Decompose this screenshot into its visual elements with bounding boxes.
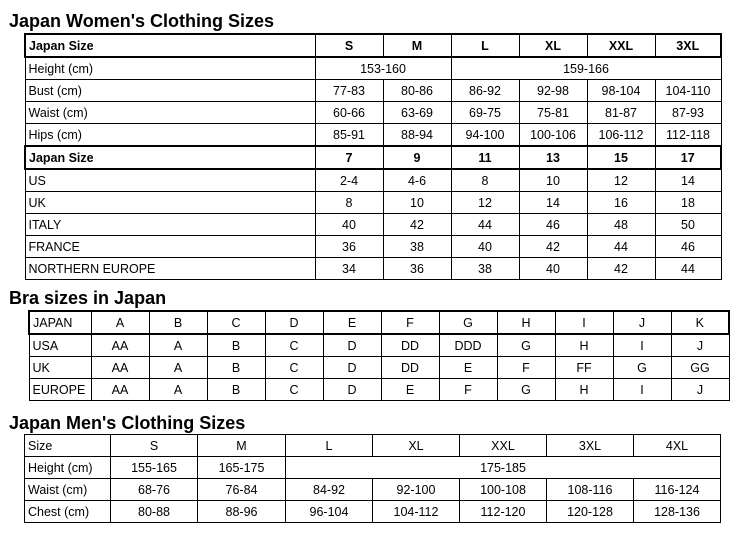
table-cell: 12 <box>451 192 519 214</box>
table-cell: 69-75 <box>451 102 519 124</box>
row-label: UK <box>29 357 91 379</box>
cup-header: G <box>439 311 497 334</box>
table-cell: 108-116 <box>547 479 634 501</box>
size-header: S <box>315 34 383 57</box>
table-row <box>25 80 721 102</box>
table-cell: 44 <box>655 258 721 280</box>
table-cell: 80-86 <box>383 80 451 102</box>
size-header: XXL <box>460 435 547 457</box>
table-cell: B <box>207 379 265 401</box>
table-cell: C <box>265 379 323 401</box>
size-header: 11 <box>451 146 519 169</box>
table-cell: F <box>497 357 555 379</box>
table-row <box>25 501 721 523</box>
table-row <box>25 457 721 479</box>
table-cell: 48 <box>587 214 655 236</box>
table-row <box>25 146 721 169</box>
table-row <box>25 479 721 501</box>
table-cell: E <box>439 357 497 379</box>
row-label: Height (cm) <box>25 457 111 479</box>
row-label: Size <box>25 435 111 457</box>
table-cell: 42 <box>587 258 655 280</box>
men-sizes-table <box>24 434 721 523</box>
table-cell: 42 <box>519 236 587 258</box>
cup-header: C <box>207 311 265 334</box>
table-cell: I <box>613 379 671 401</box>
table-cell: 34 <box>315 258 383 280</box>
table-cell: 112-118 <box>655 124 721 147</box>
table-cell: J <box>671 379 729 401</box>
size-header: 4XL <box>634 435 721 457</box>
table-cell: 96-104 <box>286 501 373 523</box>
table-cell: 68-76 <box>111 479 198 501</box>
table-row <box>29 334 729 357</box>
table-cell: DD <box>381 334 439 357</box>
table-cell: 76-84 <box>198 479 286 501</box>
table-cell: 94-100 <box>451 124 519 147</box>
size-header: S <box>111 435 198 457</box>
table-cell: 8 <box>451 169 519 192</box>
size-header: 3XL <box>547 435 634 457</box>
table-cell: 63-69 <box>383 102 451 124</box>
cup-header: J <box>613 311 671 334</box>
table-cell: 38 <box>451 258 519 280</box>
table-cell: 104-112 <box>373 501 460 523</box>
row-label: Chest (cm) <box>25 501 111 523</box>
table-cell: 175-185 <box>286 457 721 479</box>
table-cell: 100-108 <box>460 479 547 501</box>
size-header: XXL <box>587 34 655 57</box>
table-cell: F <box>439 379 497 401</box>
table-cell: DD <box>381 357 439 379</box>
table-cell: 106-112 <box>587 124 655 147</box>
table-cell: 84-92 <box>286 479 373 501</box>
table-cell: D <box>323 334 381 357</box>
table-cell: FF <box>555 357 613 379</box>
table-cell: DDD <box>439 334 497 357</box>
table-cell: 81-87 <box>587 102 655 124</box>
women-sizes-title: Japan Women's Clothing Sizes <box>9 11 274 31</box>
table-row <box>29 379 729 401</box>
table-row <box>25 258 721 280</box>
table-cell: A <box>149 334 207 357</box>
table-cell: B <box>207 334 265 357</box>
table-cell: 159-166 <box>451 57 721 80</box>
row-label: NORTHERN EUROPE <box>25 258 315 280</box>
row-label: USA <box>29 334 91 357</box>
table-cell: 120-128 <box>547 501 634 523</box>
table-cell: 10 <box>383 192 451 214</box>
table-cell: 155-165 <box>111 457 198 479</box>
men-sizes-title: Japan Men's Clothing Sizes <box>9 413 246 433</box>
table-row <box>25 435 721 457</box>
row-label: Waist (cm) <box>25 479 111 501</box>
table-cell: 36 <box>383 258 451 280</box>
table-cell: A <box>149 357 207 379</box>
table-row <box>29 357 729 379</box>
row-label: EUROPE <box>29 379 91 401</box>
table-cell: 4-6 <box>383 169 451 192</box>
table-cell: 2-4 <box>315 169 383 192</box>
table-cell: AA <box>91 379 149 401</box>
table-cell: B <box>207 357 265 379</box>
table-cell: 46 <box>655 236 721 258</box>
table-cell: 42 <box>383 214 451 236</box>
table-cell: 116-124 <box>634 479 721 501</box>
table-cell: 40 <box>315 214 383 236</box>
table-cell: 46 <box>519 214 587 236</box>
table-cell: 14 <box>655 169 721 192</box>
table-cell: 100-106 <box>519 124 587 147</box>
row-label: Bust (cm) <box>25 80 315 102</box>
size-header: 7 <box>315 146 383 169</box>
cup-header: A <box>91 311 149 334</box>
cup-header: E <box>323 311 381 334</box>
table-cell: 112-120 <box>460 501 547 523</box>
table-cell: 92-98 <box>519 80 587 102</box>
table-row <box>25 214 721 236</box>
table-cell: 98-104 <box>587 80 655 102</box>
table-cell: 10 <box>519 169 587 192</box>
table-cell: 128-136 <box>634 501 721 523</box>
cup-header: H <box>497 311 555 334</box>
table-cell: 80-88 <box>111 501 198 523</box>
table-cell: J <box>671 334 729 357</box>
table-row <box>25 236 721 258</box>
table-row <box>29 311 729 334</box>
size-header: 13 <box>519 146 587 169</box>
row-label: Height (cm) <box>25 57 315 80</box>
table-row <box>25 57 721 80</box>
row-label: FRANCE <box>25 236 315 258</box>
table-cell: 86-92 <box>451 80 519 102</box>
table-row <box>25 34 721 57</box>
table-row <box>25 169 721 192</box>
size-header: XL <box>519 34 587 57</box>
cup-header: K <box>671 311 729 334</box>
cup-header: B <box>149 311 207 334</box>
table-row <box>25 102 721 124</box>
row-label: ITALY <box>25 214 315 236</box>
size-header: M <box>198 435 286 457</box>
table-cell: 88-96 <box>198 501 286 523</box>
table-cell: 87-93 <box>655 102 721 124</box>
table-cell: 85-91 <box>315 124 383 147</box>
size-header: L <box>286 435 373 457</box>
table-cell: 12 <box>587 169 655 192</box>
table-cell: A <box>149 379 207 401</box>
table-cell: 14 <box>519 192 587 214</box>
bra-sizes-table <box>28 310 730 401</box>
table-cell: 75-81 <box>519 102 587 124</box>
size-header: XL <box>373 435 460 457</box>
table-cell: GG <box>671 357 729 379</box>
row-label: UK <box>25 192 315 214</box>
size-header: M <box>383 34 451 57</box>
table-cell: 40 <box>519 258 587 280</box>
table-cell: 38 <box>383 236 451 258</box>
table-cell: AA <box>91 334 149 357</box>
table-cell: 92-100 <box>373 479 460 501</box>
table-cell: I <box>613 334 671 357</box>
table-cell: 8 <box>315 192 383 214</box>
table-cell: G <box>497 334 555 357</box>
cup-header: I <box>555 311 613 334</box>
size-header: 15 <box>587 146 655 169</box>
table-cell: C <box>265 334 323 357</box>
table-cell: 18 <box>655 192 721 214</box>
size-header: 9 <box>383 146 451 169</box>
table-cell: G <box>497 379 555 401</box>
row-label: US <box>25 169 315 192</box>
table-row <box>25 124 721 147</box>
table-cell: C <box>265 357 323 379</box>
table-cell: D <box>323 379 381 401</box>
table-cell: 165-175 <box>198 457 286 479</box>
table-cell: 16 <box>587 192 655 214</box>
size-header: 3XL <box>655 34 721 57</box>
bra-sizes-title: Bra sizes in Japan <box>9 288 167 308</box>
table-cell: 88-94 <box>383 124 451 147</box>
row-label: Waist (cm) <box>25 102 315 124</box>
table-cell: H <box>555 334 613 357</box>
table-cell: AA <box>91 357 149 379</box>
table-cell: 44 <box>451 214 519 236</box>
table-cell: G <box>613 357 671 379</box>
cup-header: D <box>265 311 323 334</box>
table-cell: E <box>381 379 439 401</box>
table-cell: 50 <box>655 214 721 236</box>
row-label: Japan Size <box>25 146 315 169</box>
table-cell: 77-83 <box>315 80 383 102</box>
table-cell: 40 <box>451 236 519 258</box>
table-cell: 104-110 <box>655 80 721 102</box>
size-header: 17 <box>655 146 721 169</box>
table-cell: 44 <box>587 236 655 258</box>
table-cell: H <box>555 379 613 401</box>
cup-header: F <box>381 311 439 334</box>
size-header: L <box>451 34 519 57</box>
table-row <box>25 192 721 214</box>
women-sizes-table <box>24 33 722 280</box>
table-cell: 153-160 <box>315 57 451 80</box>
table-cell: D <box>323 357 381 379</box>
row-label: Hips (cm) <box>25 124 315 147</box>
row-label: JAPAN <box>29 311 91 334</box>
table-cell: 60-66 <box>315 102 383 124</box>
table-cell: 36 <box>315 236 383 258</box>
row-label: Japan Size <box>25 34 315 57</box>
